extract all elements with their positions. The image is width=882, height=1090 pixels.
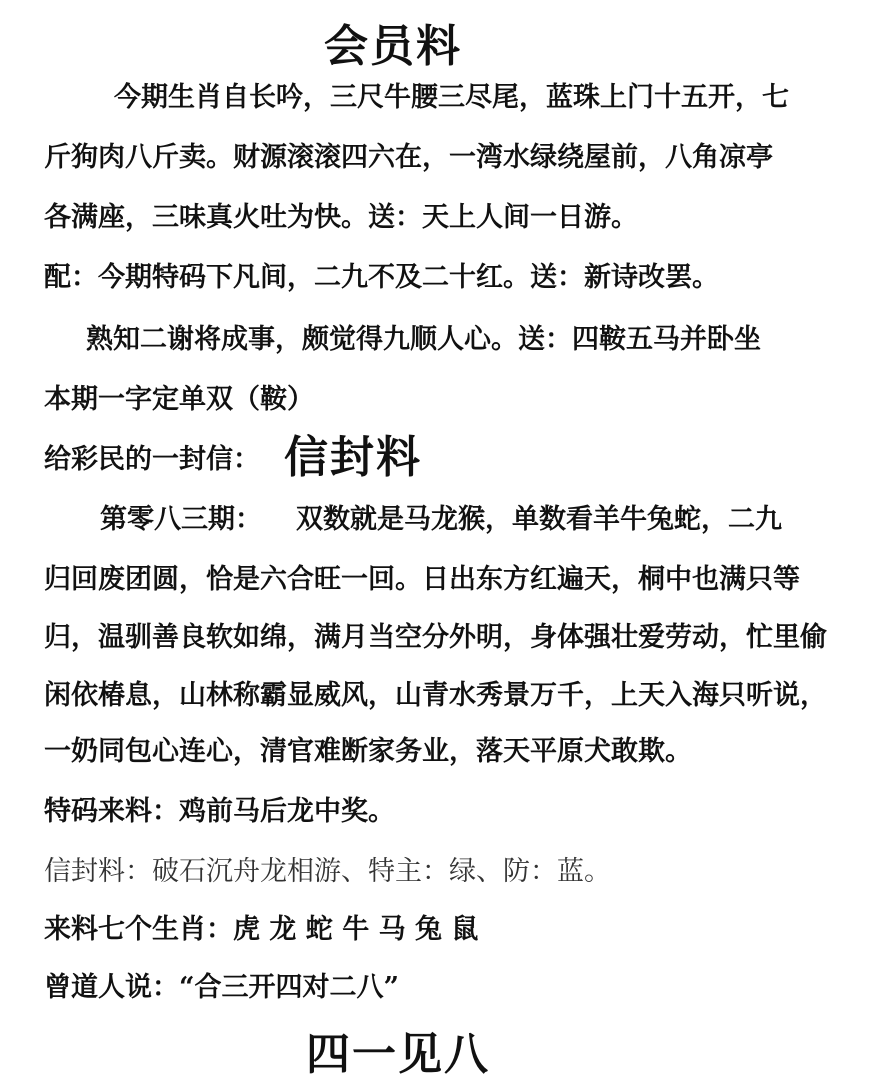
pei-line: 配：今期特码下凡间，二九不及二十红。送：新诗改罢。 [44,262,719,293]
para1-line1: 今期生肖自长吟，三尺牛腰三尽尾，蓝珠上门十五开，七 [114,82,789,113]
footer-title: 四一见八 [306,1029,490,1080]
xinfeng-line: 信封料：破石沉舟龙相游、特主：绿、防：蓝。 [44,856,611,887]
para2-line2: 归回废团圆，恰是六合旺一回。日出东方红遍天，桐中也满只等 [44,564,800,595]
para2-line1-text: 双数就是马龙猴，单数看羊牛兔蛇，二九 [296,504,782,535]
document-title: 会员料 [324,21,462,72]
danshuang-line: 本期一字定单双（鞍） [44,384,314,415]
zengdao-line: 曾道人说：“合三开四对二八” [44,972,400,1003]
para2-line5: 一奶同包心连心，清官难断家务业，落天平原犬敢欺。 [44,736,692,767]
para2-line4: 闲依椿息，山林称霸显威风，山青水秀景万千，上天入海只听说， [44,680,827,711]
letter-line [44,432,422,483]
para1-line2: 斤狗肉八斤卖。财源滚滚四六在，一湾水绿绕屋前，八角凉亭 [44,142,773,173]
shuzhi-line: 熟知二谢将成事，颇觉得九顺人心。送：四鞍五马并卧坐 [86,324,761,355]
letter-label: 给彩民的一封信： [44,444,260,475]
para2-line1 [100,500,782,540]
tema-line: 特码来料：鸡前马后龙中奖。 [44,796,395,827]
para1-line3: 各满座，三味真火吐为快。送：天上人间一日游。 [44,202,638,233]
para2-line3: 归，温驯善良软如绵，满月当空分外明，身体强壮爱劳动，忙里偷 [44,622,827,653]
letter-title: 信封料 [284,432,422,483]
para2-period-label: 第零八三期： [100,504,262,535]
qige-line: 来料七个生肖：虎 龙 蛇 牛 马 兔 鼠 [44,914,479,945]
